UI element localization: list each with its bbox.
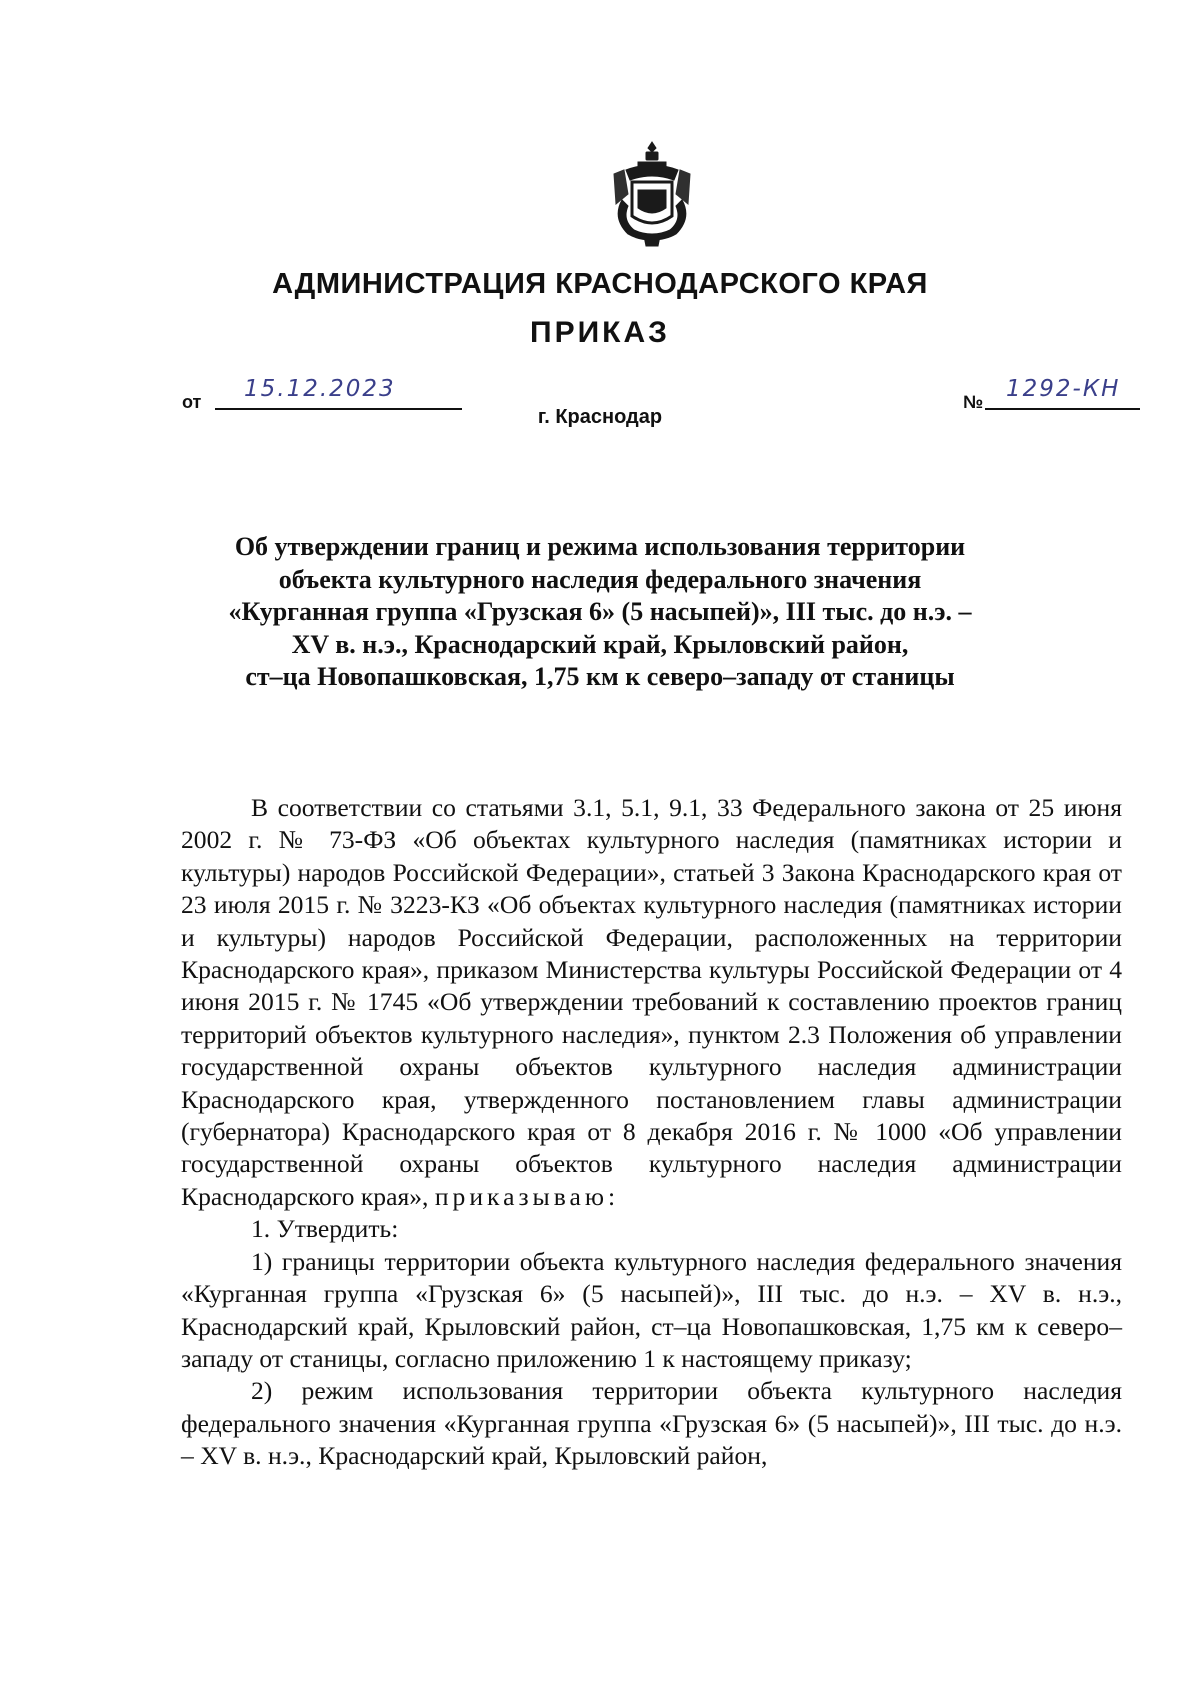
title-line: ст–ца Новопашковская, 1,75 км к северо–западу от станицы bbox=[245, 662, 955, 691]
preamble-paragraph bbox=[181, 792, 1122, 1213]
item-1-1: 1) границы территории объекта культурного наследия федерального значения «Курганная группа «Грузская 6» (5 насыпей)», III тыс. до н.э. – XV в. н.э., Краснодарский край, Крыловский район, ст–ца Новопашковская, 1,75 км к северо–западу от станицы, согласно приложению 1 к настоящему приказу; bbox=[181, 1246, 1122, 1373]
item-1-2: 2) режим использования территории объекта культурного наследия федерального значения «Курганная группа «Грузская 6» (5 насыпей)», III тыс. до н.э. – XV в. н.э., Краснодарский край, Крыловский район, bbox=[181, 1376, 1122, 1471]
title-line: XV в. н.э., Краснодарский край, Крыловский район, bbox=[291, 629, 909, 659]
title-line: Об утверждении границ и режима использования территории bbox=[234, 532, 966, 561]
organization-name: АДМИНИСТРАЦИЯ КРАСНОДАРСКОГО КРАЯ bbox=[272, 268, 928, 300]
title-line: объекта культурного наследия федерального значения bbox=[278, 564, 922, 594]
title-line: «Курганная группа «Грузская 6» (5 насыпей)», III тыс. до н.э. – bbox=[228, 597, 972, 626]
number-value: 1292-КН bbox=[1006, 376, 1121, 402]
coat-of-arms-icon bbox=[608, 140, 696, 248]
document-body bbox=[181, 792, 1122, 1473]
document-type: ПРИКАЗ bbox=[530, 316, 670, 349]
document-title bbox=[150, 531, 1050, 694]
order-word: приказываю: bbox=[434, 1181, 620, 1211]
date-label: от bbox=[182, 392, 202, 412]
date-value: 15.12.2023 bbox=[244, 376, 396, 402]
item-1: 1. Утвердить: bbox=[251, 1214, 399, 1244]
city-name: г. Краснодар bbox=[537, 406, 663, 428]
number-label: № bbox=[963, 392, 984, 412]
preamble-text: В соответствии со статьями 3.1, 5.1, 9.1, 33 Федерального закона от 25 июня 2002 г. № 73-ФЗ «Об объектах культурного наследия (памятниках истории и культуры) народов Российской Федерации», статьей 3 Закона Краснодарского края от 23 июля 2015 г. № 3223-КЗ «Об объектах культурного наследия (памятниках истории и культуры) народов Российской Федерации, расположенных на территории Краснодарского края», приказом Министерства культуры Российской Федерации от 4 июня 2015 г. № 1745 «Об утверждении требований к составлению проектов границ территорий объектов культурного наследия», пунктом 2.3 Положения об управлении государственной охраны объектов культурного наследия администрации Краснодарского края, утвержденного постановлением главы администрации (губернатора) Краснодарского края от 8 декабря 2016 г. № 1000 «Об управлении государственной охраны объектов культурного наследия администрации Краснодарского края», bbox=[181, 793, 1122, 1211]
